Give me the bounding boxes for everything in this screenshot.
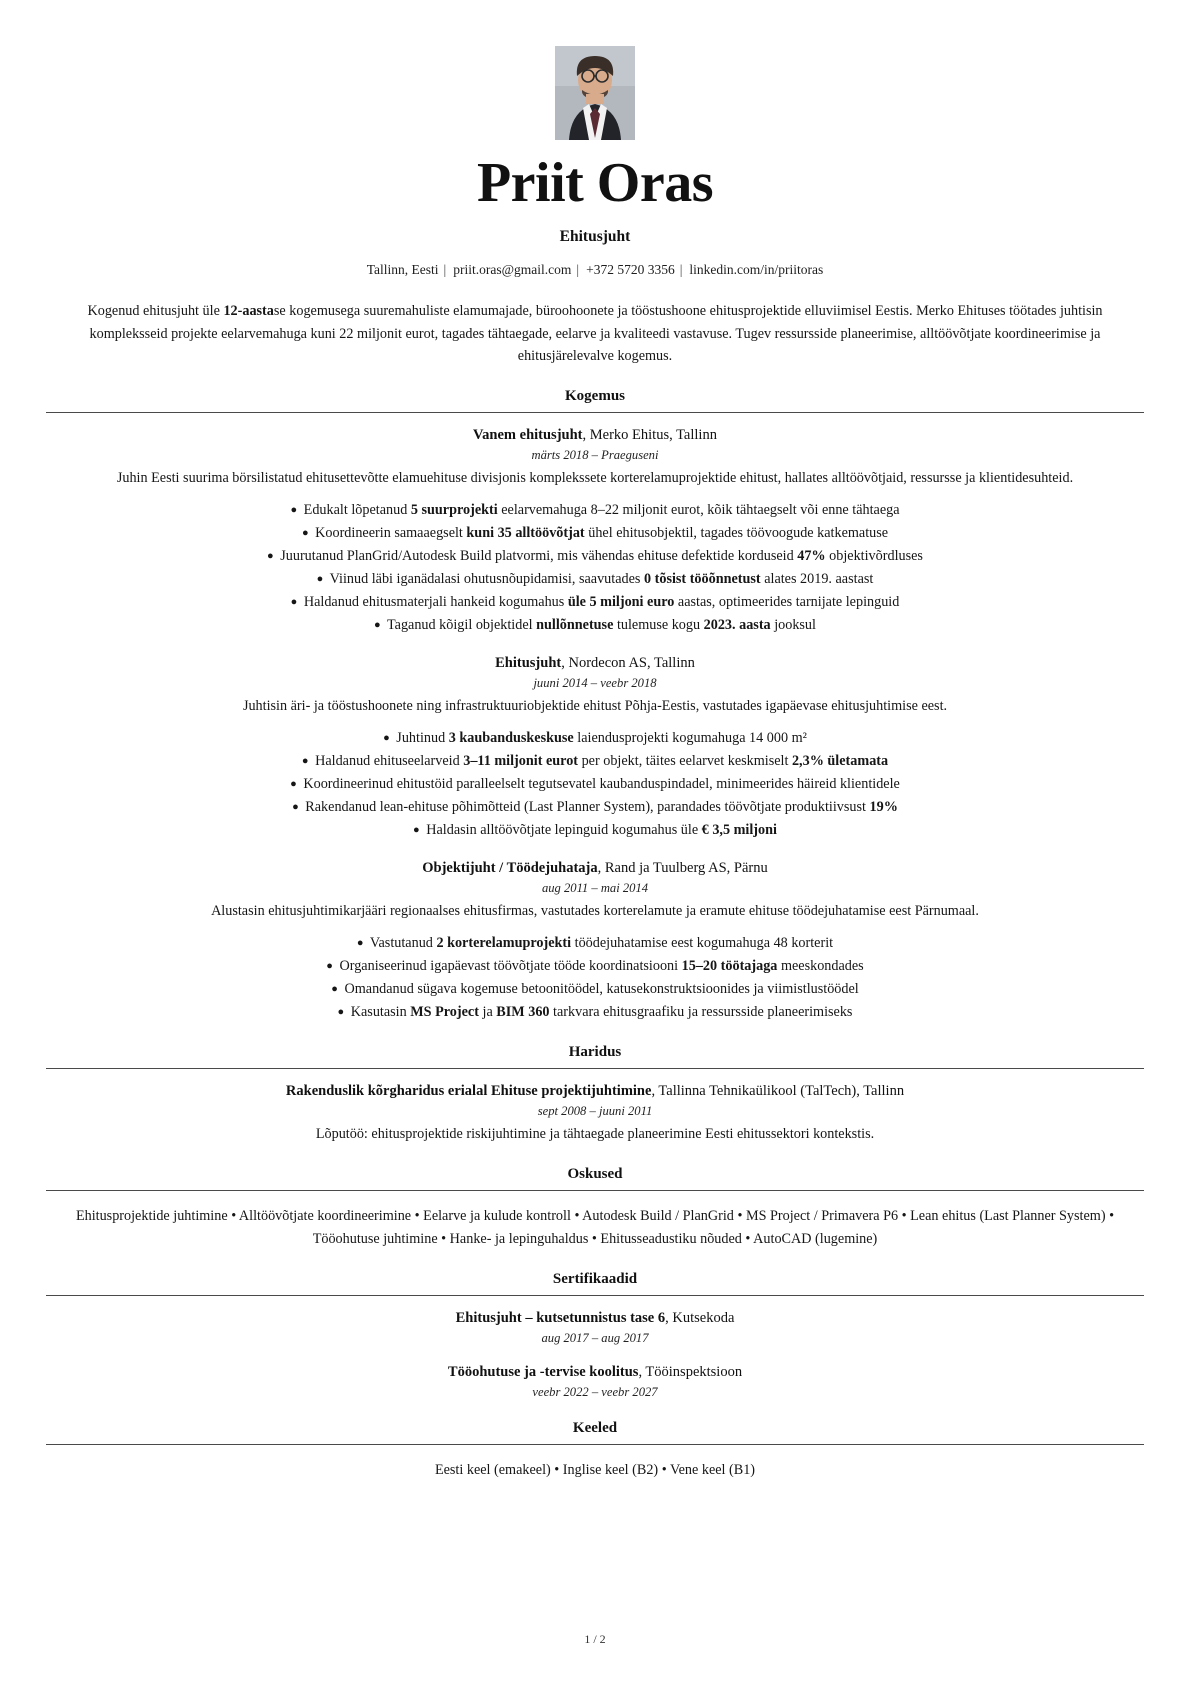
list-item: ● Organiseerinud igapäevast töövõtjate tööde koordinatsiooni 15–20 töötajaga meeskondades: [326, 958, 864, 975]
list-item: ● Kasutasin MS Project ja BIM 360 tarkvara ehitusgraafiku ja ressursside planeerimiseks: [337, 1004, 853, 1021]
entry-bullets: [46, 932, 1144, 1024]
section-skills: [46, 1166, 1144, 1251]
list-item: ● Haldanud ehituseelarveid 3–11 miljonit eurot per objekt, täites eelarvet keskmiselt 2,3% ületamata: [301, 753, 889, 770]
experience-entries: [46, 427, 1144, 1025]
entry: [46, 427, 1144, 637]
section-divider: [46, 1190, 1144, 1191]
entry-dates: märts 2018 – Praeguseni: [531, 447, 659, 462]
entry-title: [46, 1310, 1144, 1327]
entry-org: , Nordecon AS, Tallinn: [561, 654, 695, 671]
list-item: ● Taganud kõigil objektidel nullõnnetuse tulemuse kogu 2023. aasta jooksul: [374, 616, 816, 633]
languages-list: Eesti keel (emakeel) • Inglise keel (B2) • Vene keel (B1): [434, 1461, 756, 1478]
bullet-dot-icon: ●: [267, 549, 274, 562]
bullet-dot-icon: ●: [413, 823, 420, 836]
section-education: [46, 1044, 1144, 1145]
entry-org: , Rand ja Tuulberg AS, Pärnu: [597, 860, 768, 877]
entry: [46, 1364, 1144, 1400]
section-title-languages: Keeled: [572, 1419, 618, 1436]
section-certificates: [46, 1271, 1144, 1400]
entry-description: Alustasin ehitusjuhtimikarjääri regionaalses ehitusfirmas, vastutades korterelamute ja eramute ehituse töödejuhatamise eest Pärnumaal.: [211, 903, 979, 920]
section-divider: [46, 412, 1144, 413]
list-item: ● Juurutanud PlanGrid/Autodesk Build platvormi, mis vähendas ehituse defektide korduseid 47% objektivõrdluses: [267, 547, 923, 564]
entry: [46, 1083, 1144, 1145]
section-divider: [46, 1444, 1144, 1445]
contact-line: [46, 262, 1144, 278]
entry-bullets: [46, 727, 1144, 842]
entry-org: , Tööinspektsioon: [638, 1363, 743, 1380]
entry-description: Juhtisin äri- ja tööstushoonete ning infrastruktuuriobjektide ehitust Põhja-Eestis, vastutades igapäevase ehitusjuhtimise eest.: [242, 697, 948, 714]
list-item: ● Haldasin alltöövõtjate lepinguid kogumahus üle € 3,5 miljoni: [413, 822, 777, 839]
list-item: ● Edukalt lõpetanud 5 suurprojekti eelarvemahuga 8–22 miljonit eurot, kõik tähtaegselt või enne tähtaega: [290, 501, 900, 518]
list-item: ● Viinud läbi iganädalasi ohutusnõupidamisi, saavutades 0 tõsist tööõnnetust alates 2019. aastast: [316, 570, 874, 587]
entry-dates: juuni 2014 – veebr 2018: [533, 675, 657, 690]
entry-role: Ehitusjuht – kutsetunnistus tase 6: [455, 1309, 666, 1326]
bullet-dot-icon: ●: [316, 572, 324, 585]
section-title-skills: Oskused: [567, 1165, 623, 1182]
contact-separator-1: |: [443, 262, 447, 278]
summary-paragraph: Kogenud ehitusjuht üle 12-aastase kogemusega suuremahuliste elamumajade, büroohoonete ja tööstushoone ehitusprojektide elluviimisel Eestis. Merko Ehituses töötades juhtisin kompleksseid projekte eelarvemahuga kuni 22 miljonit eurot, tagades tähtaegade, eelarve ja kvaliteedi vastavuse. Tugev ressursside planeerimise, alltöövõtjate koordineerimise ja ehitusjärelevalve kogemus.: [87, 303, 1103, 365]
bullet-dot-icon: ●: [290, 777, 297, 790]
entry-org: , Kutsekoda: [665, 1309, 735, 1326]
entry-role: Vanem ehitusjuht: [473, 426, 583, 443]
entry-title: [46, 1364, 1144, 1381]
entry-org: , Tallinna Tehnikaülikool (TalTech), Tallinn: [651, 1083, 905, 1100]
education-entries: [46, 1083, 1144, 1145]
contact-email[interactable]: priit.oras@gmail.com: [453, 262, 572, 278]
entry-role: Objektijuht / Töödejuhataja: [422, 860, 598, 877]
bullet-dot-icon: ●: [301, 526, 309, 539]
section-experience: [46, 388, 1144, 1025]
entry-dates: veebr 2022 – veebr 2027: [532, 1384, 658, 1399]
contact-phone[interactable]: +372 5720 3356: [586, 262, 675, 278]
entry-org: , Merko Ehitus, Tallinn: [582, 426, 717, 443]
bullet-dot-icon: ●: [383, 731, 390, 744]
entry-role: Rakenduslik kõrgharidus erialal Ehituse projektijuhtimine: [285, 1083, 652, 1100]
list-item: ● Vastutanud 2 korterelamuprojekti töödejuhatamise eest kogumahuga 48 korterit: [356, 935, 834, 952]
bullet-dot-icon: ●: [301, 754, 309, 767]
contact-location: Tallinn, Eesti: [366, 262, 439, 278]
bullet-dot-icon: ●: [374, 618, 381, 631]
contact-linkedin[interactable]: linkedin.com/in/priitoras: [689, 262, 824, 278]
entry-role: Ehitusjuht: [495, 654, 562, 671]
list-item: ● Haldanud ehitusmaterjali hankeid kogumahus üle 5 miljoni euro aastas, optimeerides tarnijate lepinguid: [290, 593, 900, 610]
entry: [46, 1310, 1144, 1346]
section-title-education: Haridus: [568, 1044, 622, 1061]
entry-description: Lõputöö: ehitusprojektide riskijuhtimine ja tähtaegade planeerimine Eesti ehitussektori kontekstis.: [315, 1126, 875, 1143]
page-footer: 1 / 2: [584, 1632, 606, 1646]
bullet-dot-icon: ●: [356, 937, 364, 950]
skills-list: Ehitusprojektide juhtimine • Alltöövõtjate koordineerimine • Eelarve ja kulude kontroll • Autodesk Build / PlanGrid • MS Project / Primavera P6 • Lean ehitus (Last Planner System) • Tööohutuse juhtimine • Hanke- ja lepinguhaldus • Ehitusseadustiku nõuded • AutoCAD (lugemine): [75, 1207, 1115, 1247]
contact-separator-2: |: [576, 262, 580, 278]
page-title: Priit Oras: [476, 152, 714, 214]
contact-separator-3: |: [679, 262, 683, 278]
bullet-dot-icon: ●: [292, 800, 299, 813]
list-item: ● Koordineerin samaaegselt kuni 35 alltöövõtjat ühel ehitusobjektil, tagades töövoogude katkematuse: [301, 524, 889, 541]
section-languages: [46, 1420, 1144, 1482]
entry-title: [46, 427, 1144, 444]
entry-title: [46, 655, 1144, 672]
photo-container: [46, 46, 1144, 140]
profile-photo: [555, 46, 635, 140]
entry-description: Juhin Eesti suurima börsilistatud ehitusettevõtte elamuehituse divisjonis komplekssete korterelamuprojektide ehitust, hallates alltöövõtjaid, ressursse ja klientidesuhteid.: [116, 469, 1074, 486]
entry-title: [46, 860, 1144, 877]
bullet-dot-icon: ●: [290, 503, 298, 516]
list-item: ● Omandanud sügava kogemuse betoonitöödel, katusekonstruktsioonides ja viimistlustöödel: [331, 981, 859, 998]
entry-role: Tööohutuse ja -tervise koolitus: [447, 1363, 639, 1380]
list-item: ● Rakendanud lean-ehituse põhimõtteid (Last Planner System), parandades töövõtjate produktiivsust 19%: [292, 799, 898, 816]
list-item: ● Juhtinud 3 kaubanduskeskuse laiendusprojekti kogumahuga 14 000 m²: [383, 730, 807, 747]
entry: [46, 860, 1144, 1024]
entry-dates: sept 2008 – juuni 2011: [537, 1104, 653, 1119]
entry-title: [46, 1083, 1144, 1100]
bullet-dot-icon: ●: [326, 960, 333, 973]
section-title-certificates: Sertifikaadid: [552, 1270, 638, 1287]
bullet-dot-icon: ●: [337, 1006, 345, 1019]
entry-dates: aug 2017 – aug 2017: [541, 1330, 649, 1345]
list-item: ● Koordineerinud ehitustöid paralleelselt tegutsevatel kaubanduspindadel, minimeerides häireid klientidele: [290, 776, 900, 793]
entry-dates: aug 2011 – mai 2014: [541, 881, 649, 896]
entry-bullets: [46, 499, 1144, 637]
job-headline: Ehitusjuht: [559, 228, 631, 246]
section-title-experience: Kogemus: [565, 387, 625, 404]
entry: [46, 655, 1144, 842]
section-divider: [46, 1295, 1144, 1296]
bullet-dot-icon: ●: [331, 983, 338, 996]
bullet-dot-icon: ●: [290, 595, 298, 608]
section-divider: [46, 1068, 1144, 1069]
certificate-entries: [46, 1310, 1144, 1400]
